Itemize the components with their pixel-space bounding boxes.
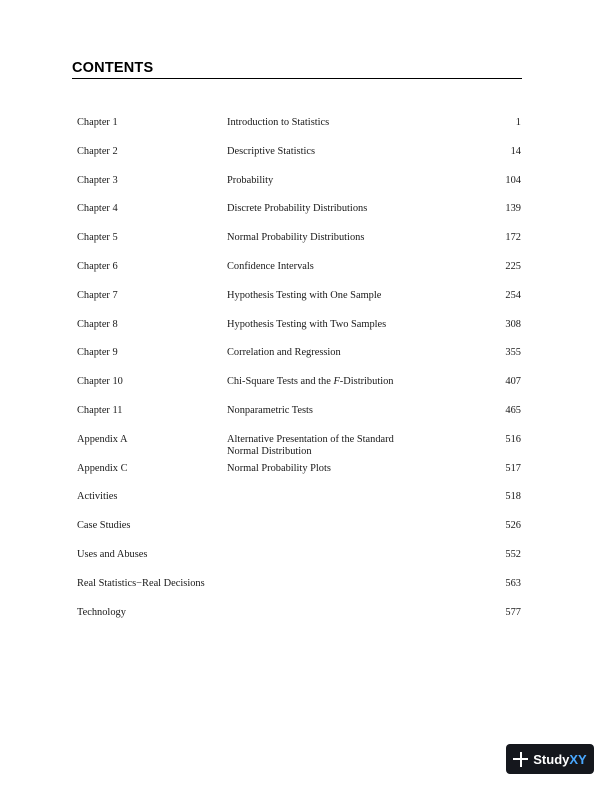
toc-page: 172 — [505, 232, 521, 244]
toc-title-part: -Distribution — [339, 376, 394, 388]
toc-row[interactable] — [77, 117, 522, 146]
toc-label: Uses and Abuses — [77, 548, 148, 560]
toc-label: Appendix C — [77, 462, 128, 474]
toc-page: 139 — [505, 203, 521, 215]
toc-label: Real Statistics−Real Decisions — [77, 577, 205, 589]
toc-title: Introduction to Statistics — [227, 117, 330, 128]
toc-page: 563 — [505, 577, 521, 589]
toc-row[interactable] — [77, 491, 522, 520]
toc-title: Hypothesis Testing with One Sample — [227, 289, 382, 301]
toc-title: Nonparametric Tests — [227, 404, 313, 416]
toc-page: 526 — [505, 520, 521, 532]
toc-title: Normal Probability Plots — [227, 462, 331, 474]
toc-row[interactable] — [77, 290, 522, 319]
toc-row[interactable] — [77, 203, 522, 232]
toc-page: 308 — [505, 318, 521, 330]
toc-page: 14 — [510, 145, 521, 157]
toc-title — [227, 376, 437, 389]
toc-row[interactable] — [77, 463, 522, 492]
toc-label: Appendix A — [77, 433, 128, 445]
toc-row[interactable] — [77, 434, 522, 463]
toc-title: Descriptive Statistics — [227, 145, 316, 157]
page-title: CONTENTS — [72, 60, 522, 79]
toc-title: Probability — [227, 174, 274, 186]
toc-row[interactable] — [77, 261, 522, 290]
toc-title: Discrete Probability Distributions — [227, 203, 368, 215]
toc-label: Chapter 6 — [77, 260, 118, 272]
toc-page: 577 — [505, 606, 521, 618]
studyxy-badge[interactable] — [506, 744, 594, 774]
toc-title — [227, 434, 437, 459]
toc-label: Chapter 8 — [77, 318, 118, 330]
toc-row[interactable] — [77, 607, 522, 636]
toc-row[interactable] — [77, 175, 522, 204]
toc-row[interactable] — [77, 520, 522, 549]
toc-label: Chapter 11 — [77, 404, 123, 416]
toc-title: Hypothesis Testing with Two Samples — [227, 318, 387, 330]
toc-label: Case Studies — [77, 520, 131, 532]
brand-name — [533, 752, 586, 767]
toc-label: Chapter 3 — [77, 174, 118, 186]
toc-page: 225 — [505, 260, 521, 272]
toc-title-line: Normal Distribution — [227, 446, 312, 458]
toc-label: Chapter 1 — [77, 117, 118, 128]
toc-page: 407 — [505, 376, 521, 388]
toc-page: 552 — [505, 548, 521, 560]
toc-row[interactable] — [77, 405, 522, 434]
toc-label: Chapter 9 — [77, 347, 118, 359]
toc-row[interactable] — [77, 347, 522, 376]
toc-label: Activities — [77, 491, 118, 503]
toc-row[interactable] — [77, 549, 522, 578]
toc-title: Normal Probability Distributions — [227, 232, 365, 244]
brand-accent: XY — [569, 751, 587, 767]
toc-title-part: Chi-Square Tests and the — [227, 376, 334, 388]
toc-page: 355 — [505, 347, 521, 359]
toc-label: Technology — [77, 606, 126, 618]
toc-page: 104 — [505, 174, 521, 186]
toc-page: 517 — [505, 462, 521, 474]
toc-row[interactable] — [77, 319, 522, 348]
toc-page: 1 — [515, 117, 521, 128]
toc-title: Correlation and Regression — [227, 347, 341, 359]
toc-title: Confidence Intervals — [227, 260, 314, 272]
toc-label: Chapter 7 — [77, 289, 118, 301]
toc-page: 254 — [505, 289, 521, 301]
toc-row[interactable] — [77, 146, 522, 175]
toc-label: Chapter 5 — [77, 232, 118, 244]
brand-text: Study — [533, 751, 570, 767]
table-of-contents — [77, 117, 522, 635]
toc-page: 518 — [505, 491, 521, 503]
toc-label: Chapter 10 — [77, 376, 123, 388]
toc-row[interactable] — [77, 578, 522, 607]
toc-label: Chapter 4 — [77, 203, 118, 215]
plus-icon — [513, 752, 528, 767]
toc-title-italic: F — [333, 376, 340, 388]
toc-row[interactable] — [77, 232, 522, 261]
toc-label: Chapter 2 — [77, 145, 118, 157]
toc-row[interactable] — [77, 376, 522, 405]
toc-page: 516 — [505, 433, 521, 445]
toc-page: 465 — [505, 404, 521, 416]
toc-title-line: Alternative Presentation of the Standard — [227, 433, 394, 445]
